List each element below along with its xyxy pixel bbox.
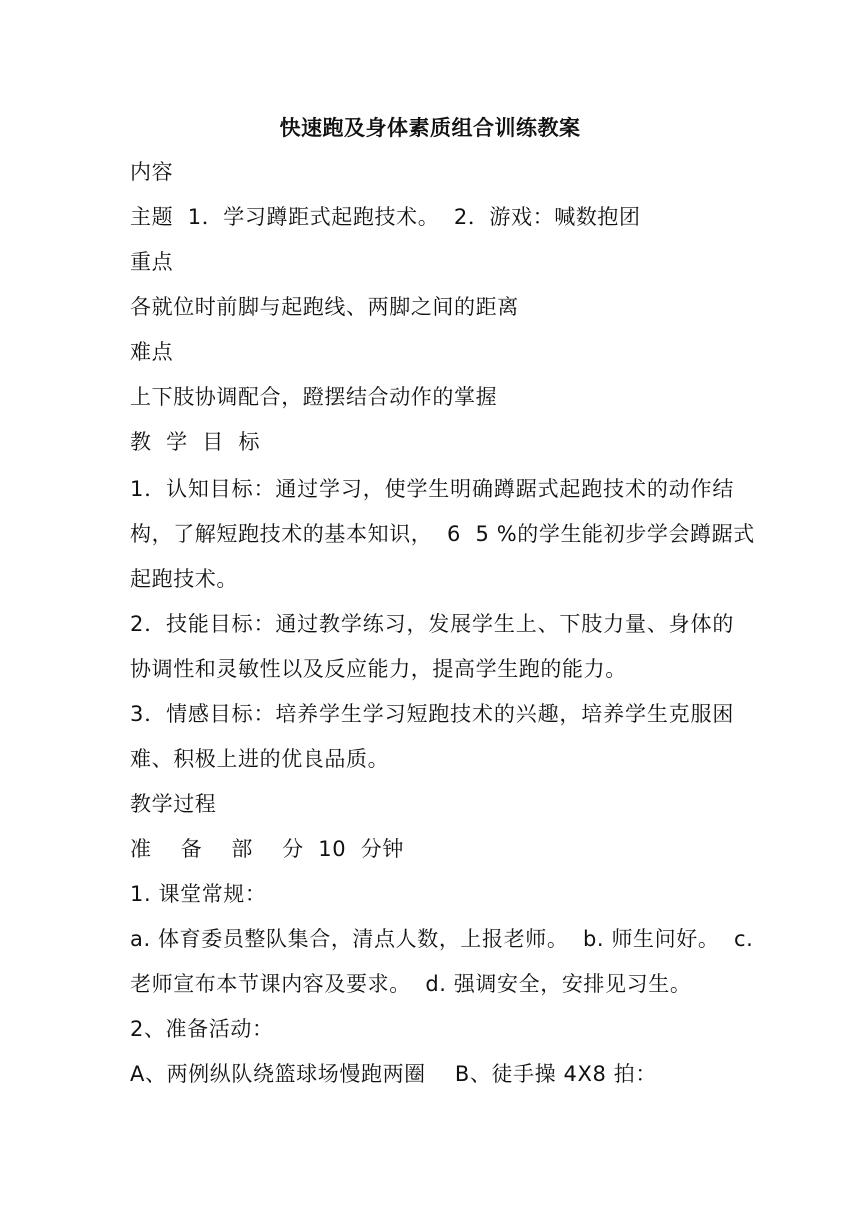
text-line-prep-section: 准 备 部 分 10 分钟: [130, 837, 404, 861]
text-line-routine-items-b: 老师宣布本节课内容及要求。 d. 强调安全，安排见习生。: [130, 972, 692, 996]
text-line-objective-1b: 构，了解短跑技术的基本知识， 6 5 %的学生能初步学会蹲踞式: [130, 522, 755, 546]
section-heading-content: 内容: [130, 160, 174, 184]
text-line-warmup: 2、准备活动：: [130, 1017, 274, 1041]
section-heading-difficulty: 难点: [130, 340, 174, 364]
section-heading-key-point: 重点: [130, 250, 174, 274]
text-line-objective-3b: 难、积极上进的优良品质。: [130, 747, 390, 771]
text-line-objective-1c: 起跑技术。: [130, 567, 238, 591]
section-heading-objectives: 教 学 目 标: [130, 430, 261, 454]
text-line-objective-3a: 3．情感目标：培养学生学习短跑技术的兴趣，培养学生克服困: [130, 702, 734, 726]
text-line-key-point: 各就位时前脚与起跑线、两脚之间的距离: [130, 295, 519, 319]
section-heading-process: 教学过程: [130, 792, 217, 816]
text-line-objective-2a: 2．技能目标：通过教学练习，发展学生上、下肢力量、身体的: [130, 612, 734, 636]
text-line-objective-1a: 1．认知目标：通过学习，使学生明确蹲踞式起跑技术的动作结: [130, 477, 734, 501]
text-line-routine-items-a: a. 体育委员整队集合，清点人数，上报老师。 b. 师生问好。 c.: [130, 927, 754, 951]
text-line-warmup-items: A、两例纵队绕篮球场慢跑两圈 B、徒手操 4X8 拍：: [130, 1062, 657, 1086]
text-line-routine: 1. 课堂常规：: [130, 882, 267, 906]
text-line-theme: 主题 1．学习蹲距式起跑技术。 2．游戏：喊数抱团: [130, 205, 641, 229]
text-line-objective-2b: 协调性和灵敏性以及反应能力，提高学生跑的能力。: [130, 657, 627, 681]
text-line-difficulty: 上下肢协调配合，蹬摆结合动作的掌握: [130, 385, 498, 409]
document-title: 快速跑及身体素质组合训练教案: [279, 116, 581, 140]
